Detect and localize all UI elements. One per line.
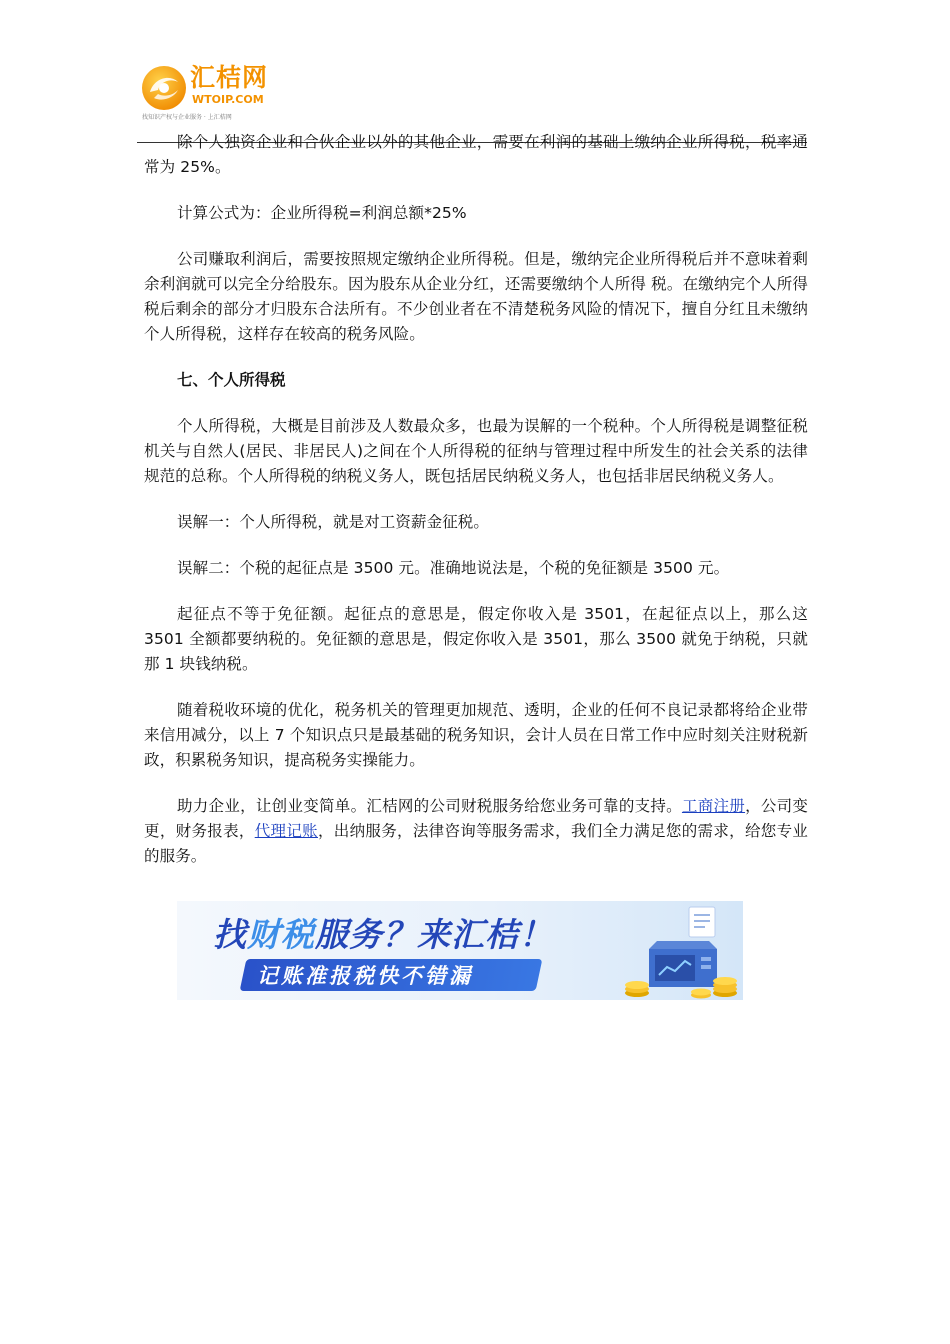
brand-name: 汇桔网: [190, 63, 269, 92]
banner-subtitle: 记账准报税快不错漏: [257, 964, 473, 988]
paragraph-enterprise-income-tax: 除个人独资企业和合伙企业以外的其他企业，需要在利润的基础上缴纳企业所得税，税率通常为 25%。: [144, 133, 808, 176]
paragraph-misconception-two: 误解二：个税的起征点是 3500 元。准确地说法是，个税的免征额是 3500 元。: [177, 559, 730, 577]
brand-tagline: 找知识产权与企业服务 · 上汇桔网: [142, 114, 232, 121]
computer-coins-illustration-icon: [597, 901, 743, 1000]
paragraph-personal-income-tax: 个人所得税，大概是目前涉及人数最众多，也最为误解的一个税种。个人所得税是调整征税机关与自然人(居民、非居民人)之间在个人所得税的征纳与管理过程中所发生的社会关系的法律规范的总称。个人所得税的纳税义务人，既包括居民纳税义务人，也包括非居民纳税义务人。: [144, 417, 808, 485]
paragraph-threshold-explanation: 起征点不等于免征额。起征点的意思是，假定你收入是 3501，在起征点以上，那么这 3501 全额都要纳税的。免征额的意思是，假定你收入是 3501，那么 3500 就免于纳税，只就那 1 块钱纳税。: [144, 605, 808, 673]
promo-text-start: 助力企业，让创业变简单。汇桔网的公司财税服务给您业务可靠的支持。: [177, 797, 682, 815]
paragraph-misconception-one: 误解一：个人所得税，就是对工资薪金征税。: [177, 513, 490, 531]
paragraph-dividend-risk: 公司赚取利润后，需要按照规定缴纳企业所得税。但是，缴纳完企业所得税后并不意味着剩余利润就可以完全分给股东。因为股东从企业分红，还需要缴纳个人所得 税。在缴纳完个人所得税后剩余的部分才归股东合法所有。不少创业者在不清楚税务风险的情况下，擅自分红且未缴纳个人所得税，这样存在较高的税务风险。: [144, 250, 808, 343]
paragraph-service-promo: [144, 794, 808, 869]
section-heading-personal-income-tax: 七、个人所得税: [177, 371, 286, 389]
brand-logo[interactable]: [140, 62, 290, 124]
tax-service-banner[interactable]: [177, 901, 743, 1000]
bookkeeping-agency-link[interactable]: 代理记账: [254, 822, 318, 840]
paragraph-tax-environment: 随着税收环境的优化，税务机关的管理更加规范、透明，企业的任何不良记录都将给企业带来信用减分，以上 7 个知识点只是最基础的税务知识，会计人员在日常工作中应时刻关注财税新政，积累税务知识，提高税务实操能力。: [144, 701, 808, 769]
brand-domain: WTOIP.COM: [192, 93, 264, 106]
banner-title-highlight: 财税: [247, 915, 315, 954]
banner-title-part1: 找: [213, 915, 247, 954]
article-body: [144, 130, 808, 869]
business-registration-link[interactable]: 工商注册: [681, 797, 746, 815]
orange-swirl-logo-icon: [140, 64, 188, 112]
promo-text-middle: ，公司变更，财务报表，: [144, 797, 809, 840]
banner-title-part2: 服务？来汇桔！: [315, 915, 553, 954]
promo-text-end: ，出纳服务，法律咨询等服务需求，我们全力满足您的需求，给您专业的服务。: [144, 822, 808, 865]
paragraph-formula: 计算公式为：企业所得税=利润总额*25%: [177, 204, 467, 222]
banner-title: [213, 909, 553, 956]
